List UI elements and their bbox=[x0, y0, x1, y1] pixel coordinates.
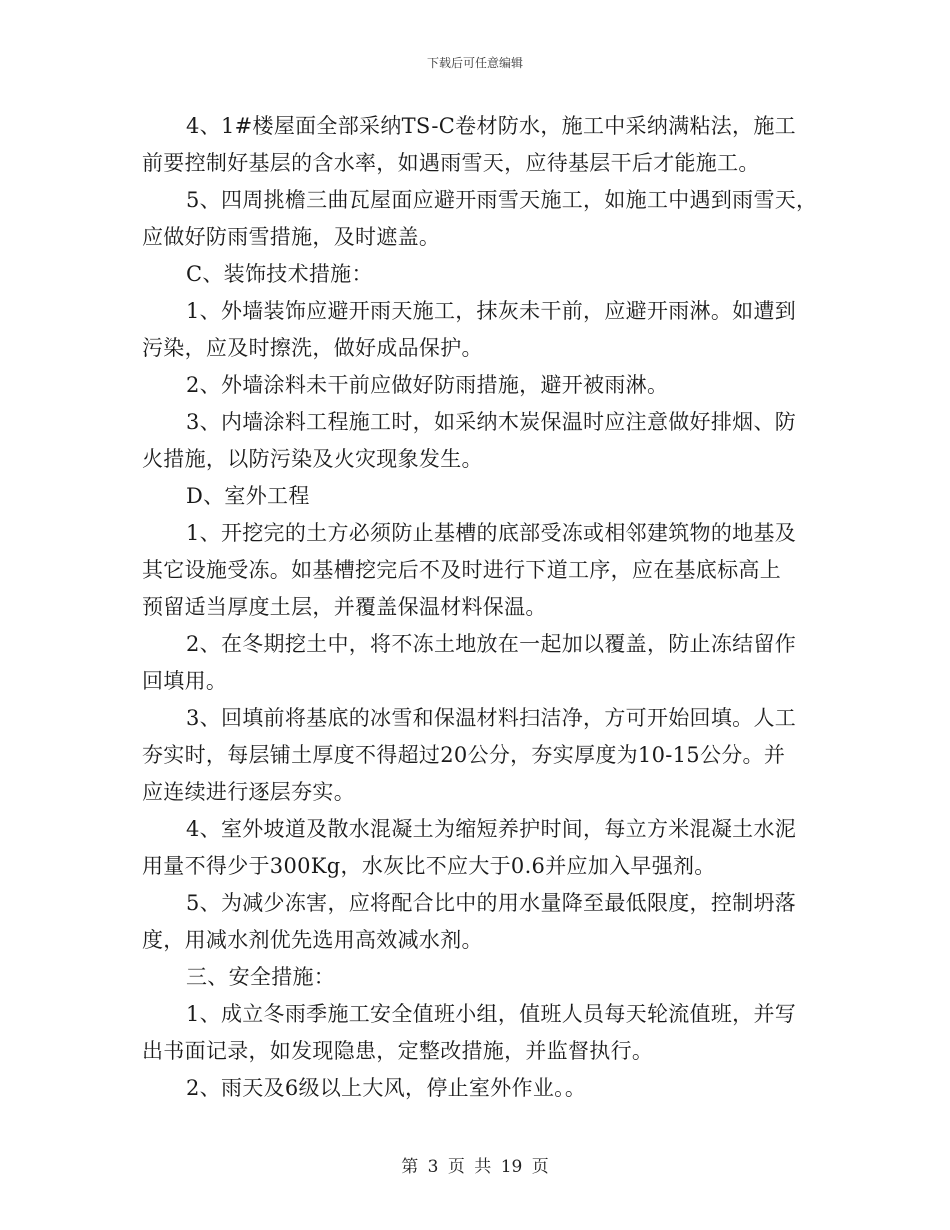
paragraph-line: 用量不得少于300Kg，水灰比不应大于0.6并应加入早强剂。 bbox=[142, 854, 716, 878]
paragraph-line: 回填用。 bbox=[142, 669, 228, 693]
paragraph-line: 2、在冬期挖土中，将不冻土地放在一起加以覆盖，防止冻结留作 bbox=[186, 632, 797, 656]
section-heading: 三、安全措施： bbox=[186, 965, 336, 989]
paragraph-line: 火措施，以防污染及火灾现象发生。 bbox=[142, 447, 483, 471]
paragraph-line: 1、开挖完的土方必须防止基槽的底部受冻或相邻建筑物的地基及 bbox=[186, 521, 797, 545]
document-body bbox=[142, 108, 822, 1107]
section-heading: C、装饰技术措施： bbox=[186, 262, 373, 286]
paragraph-line: 3、内墙涂料工程施工时，如采纳木炭保温时应注意做好排烟、防 bbox=[186, 410, 797, 434]
paragraph-line: 4、1#楼屋面全部采纳TS-C卷材防水，施工中采纳满粘法，施工 bbox=[186, 114, 796, 138]
paragraph-line: 应连续进行逐层夯实。 bbox=[142, 780, 355, 804]
paragraph-line: 5、为减少冻害，应将配合比中的用水量降至最低限度，控制坍落 bbox=[186, 891, 797, 915]
paragraph-line: 应做好防雨雪措施，及时遮盖。 bbox=[142, 225, 441, 249]
page-footer: 第 3 页 共 19 页 bbox=[401, 1157, 549, 1177]
paragraph-line: 前要控制好基层的含水率，如遇雨雪天，应待基层干后才能施工。 bbox=[142, 151, 760, 175]
paragraph-line: 预留适当厚度土层，并覆盖保温材料保温。 bbox=[142, 595, 547, 619]
paragraph-line: 夯实时，每层铺土厚度不得超过20公分，夯实厚度为10-15公分。并 bbox=[142, 743, 786, 767]
paragraph-line: 4、室外坡道及散水混凝土为缩短养护时间，每立方米混凝土水泥 bbox=[186, 817, 797, 841]
paragraph-line: 度，用减水剂优先选用高效减水剂。 bbox=[142, 928, 483, 952]
paragraph-line: 5、四周挑檐三曲瓦屋面应避开雨雪天施工，如施工中遇到雨雪天， bbox=[186, 188, 818, 212]
section-heading: D、室外工程 bbox=[186, 484, 310, 508]
paragraph-line: 1、外墙装饰应避开雨天施工，抹灰未干前，应避开雨淋。如遭到 bbox=[186, 299, 797, 323]
paragraph-line: 1、成立冬雨季施工安全值班小组，值班人员每天轮流值班，并写 bbox=[186, 1002, 797, 1026]
paragraph-line: 出书面记录，如发现隐患，定整改措施，并监督执行。 bbox=[142, 1039, 654, 1063]
paragraph-line: 2、外墙涂料未干前应做好防雨措施，避开被雨淋。 bbox=[186, 373, 669, 397]
paragraph-line: 3、回填前将基底的冰雪和保温材料扫洁净，方可开始回填。人工 bbox=[186, 706, 797, 730]
paragraph-line: 污染，应及时擦洗，做好成品保护。 bbox=[142, 336, 483, 360]
paragraph-line: 其它设施受冻。如基槽挖完后不及时进行下道工序，应在基底标高上 bbox=[142, 558, 781, 582]
paragraph-line: 2、雨天及6级以上大风，停止室外作业。。 bbox=[186, 1076, 587, 1100]
page-header: 下载后可任意编辑 bbox=[426, 56, 523, 70]
